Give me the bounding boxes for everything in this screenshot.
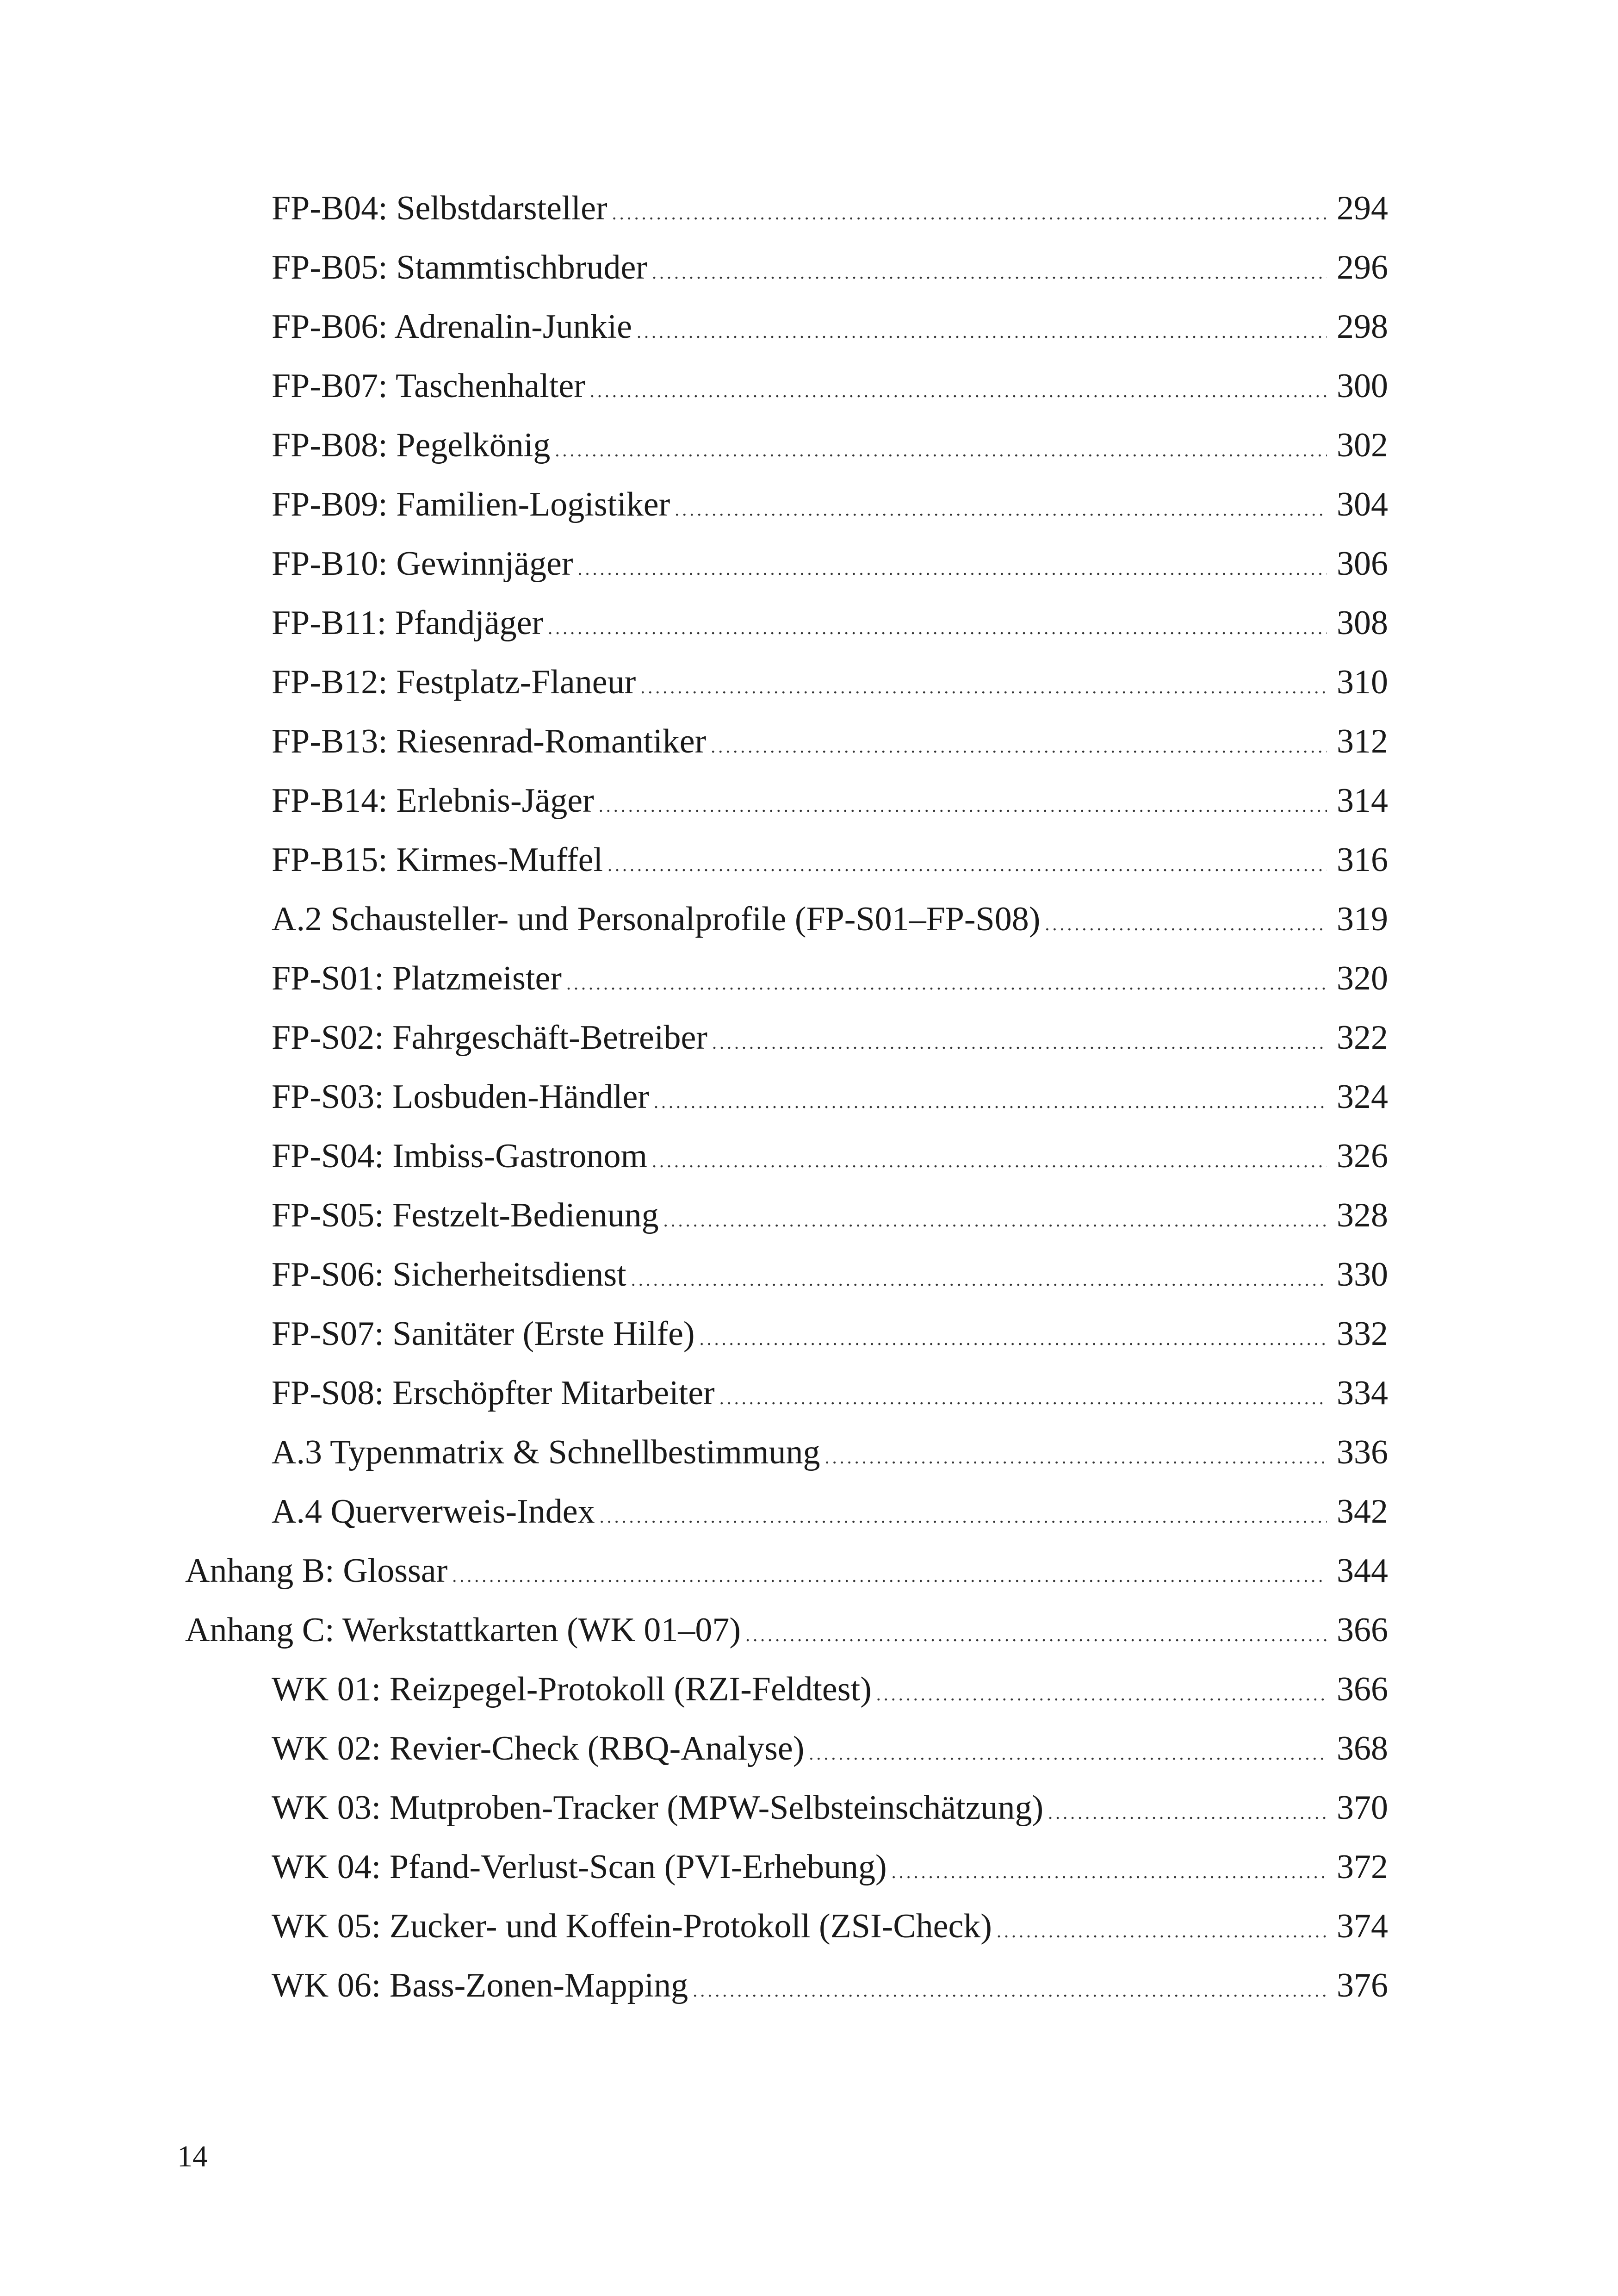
toc-entry-page: 372	[1337, 1848, 1388, 1886]
dot-leader	[809, 1723, 1327, 1779]
dot-leader	[640, 657, 1327, 713]
toc-entry[interactable]	[0, 1131, 1618, 1182]
toc-entry-page: 366	[1337, 1670, 1388, 1708]
dot-leader	[745, 1605, 1327, 1661]
toc-entry-title: FP-B13: Riesenrad-Romantiker	[272, 722, 707, 760]
toc-entry-page: 322	[1337, 1019, 1388, 1057]
dot-leader	[997, 1901, 1327, 1957]
toc-entry[interactable]	[0, 597, 1618, 648]
dot-leader	[612, 183, 1327, 239]
dot-leader	[548, 597, 1327, 653]
toc-entry-title: FP-S06: Sicherheitsdienst	[272, 1256, 626, 1294]
toc-entry-page: 302	[1337, 426, 1388, 464]
dot-leader	[693, 1960, 1327, 2016]
dot-leader	[1045, 894, 1327, 950]
toc-entry-title: FP-B15: Kirmes-Muffel	[272, 841, 603, 879]
toc-entry[interactable]	[0, 1782, 1618, 1833]
toc-entry[interactable]	[0, 183, 1618, 234]
toc-entry-title: WK 03: Mutproben-Tracker (MPW-Selbsteinschätzung)	[272, 1789, 1044, 1827]
toc-entry-title: WK 05: Zucker- und Koffein-Protokoll (ZSI-Check)	[272, 1907, 992, 1945]
toc-entry[interactable]	[0, 1664, 1618, 1715]
toc-entry[interactable]	[0, 1960, 1618, 2011]
toc-entry[interactable]	[0, 1545, 1618, 1596]
toc-entry[interactable]	[0, 420, 1618, 471]
toc-entry[interactable]	[0, 775, 1618, 826]
toc-entry-page: 326	[1337, 1137, 1388, 1175]
toc-entry-title: Anhang C: Werkstattkarten (WK 01–07)	[185, 1611, 741, 1649]
toc-entry-page: 304	[1337, 485, 1388, 523]
toc-entry-title: WK 04: Pfand-Verlust-Scan (PVI-Erhebung)	[272, 1848, 887, 1886]
toc-entry-title: FP-S03: Losbuden-Händler	[272, 1078, 649, 1116]
toc-entry[interactable]	[0, 1901, 1618, 1952]
toc-entry[interactable]	[0, 1012, 1618, 1063]
toc-entry-title: WK 02: Revier-Check (RBQ-Analyse)	[272, 1730, 805, 1767]
toc-entry-page: 294	[1337, 189, 1388, 227]
toc-entry-title: FP-S07: Sanitäter (Erste Hilfe)	[272, 1315, 695, 1353]
toc-entry[interactable]	[0, 361, 1618, 411]
toc-entry-title: A.2 Schausteller- und Personalprofile (FP-S01–FP-S08)	[272, 900, 1041, 938]
toc-entry-title: FP-B12: Festplatz-Flaneur	[272, 663, 636, 701]
toc-entry-title: FP-S05: Festzelt-Bedienung	[272, 1196, 659, 1234]
dot-leader	[663, 1190, 1327, 1246]
dot-leader	[652, 1131, 1327, 1187]
toc-entry-page: 300	[1337, 367, 1388, 405]
toc-entry[interactable]	[0, 1308, 1618, 1359]
dot-leader	[608, 834, 1327, 890]
toc-entry-page: 308	[1337, 604, 1388, 642]
toc-entry[interactable]	[0, 479, 1618, 530]
toc-entry-title: WK 06: Bass-Zonen-Mapping	[272, 1966, 688, 2004]
toc-entry-page: 370	[1337, 1789, 1388, 1827]
dot-leader	[452, 1545, 1327, 1601]
dot-leader	[876, 1664, 1327, 1720]
toc-entry[interactable]	[0, 1723, 1618, 1774]
toc-entry[interactable]	[0, 1190, 1618, 1241]
toc-entry[interactable]	[0, 657, 1618, 708]
dot-leader	[825, 1427, 1327, 1483]
toc-entry[interactable]	[0, 1071, 1618, 1122]
toc-entry[interactable]	[0, 301, 1618, 352]
toc-entry-page: 334	[1337, 1374, 1388, 1412]
toc-entry-page: 376	[1337, 1966, 1388, 2004]
toc-entry-page: 366	[1337, 1611, 1388, 1649]
toc-entry-title: FP-S02: Fahrgeschäft-Betreiber	[272, 1019, 707, 1057]
toc-entry-page: 319	[1337, 900, 1388, 938]
dot-leader	[631, 1249, 1327, 1305]
toc-entry-title: FP-B14: Erlebnis-Jäger	[272, 782, 594, 820]
dot-leader	[712, 1012, 1327, 1068]
toc-entry-page: 298	[1337, 308, 1388, 346]
dot-leader	[590, 361, 1327, 417]
toc-entry[interactable]	[0, 1842, 1618, 1892]
toc-entry[interactable]	[0, 1427, 1618, 1478]
toc-entry-page: 368	[1337, 1730, 1388, 1767]
toc-entry[interactable]	[0, 1605, 1618, 1655]
toc-entry-title: Anhang B: Glossar	[185, 1552, 448, 1590]
toc-entry-title: FP-B08: Pegelkönig	[272, 426, 551, 464]
toc-entry[interactable]	[0, 953, 1618, 1004]
toc-entry-page: 310	[1337, 663, 1388, 701]
toc-entry-title: A.3 Typenmatrix & Schnellbestimmung	[272, 1433, 820, 1471]
toc-entry-page: 328	[1337, 1196, 1388, 1234]
toc-entry[interactable]	[0, 1368, 1618, 1419]
toc-entry-title: FP-B06: Adrenalin-Junkie	[272, 308, 632, 346]
dot-leader	[600, 1486, 1327, 1542]
dot-leader	[599, 775, 1327, 831]
toc-entry[interactable]	[0, 834, 1618, 885]
toc-entry[interactable]	[0, 242, 1618, 293]
toc-entry-page: 320	[1337, 959, 1388, 997]
toc-entry-page: 336	[1337, 1433, 1388, 1471]
toc-entry[interactable]	[0, 716, 1618, 767]
toc-entry-title: FP-S01: Platzmeister	[272, 959, 562, 997]
dot-leader	[892, 1842, 1327, 1898]
dot-leader	[700, 1308, 1327, 1364]
toc-entry-page: 316	[1337, 841, 1388, 879]
toc-entry-title: FP-B07: Taschenhalter	[272, 367, 585, 405]
toc-entry[interactable]	[0, 1249, 1618, 1300]
toc-entry-title: FP-B04: Selbstdarsteller	[272, 189, 608, 227]
toc-entry-title: A.4 Querverweis-Index	[272, 1493, 595, 1531]
toc-entry-page: 374	[1337, 1907, 1388, 1945]
toc-entry-title: WK 01: Reizpegel-Protokoll (RZI-Feldtest)	[272, 1670, 872, 1708]
toc-entry[interactable]	[0, 1486, 1618, 1537]
toc-entry-page: 342	[1337, 1493, 1388, 1531]
dot-leader	[711, 716, 1327, 772]
toc-entry-title: FP-B11: Pfandjäger	[272, 604, 544, 642]
dot-leader	[719, 1368, 1327, 1424]
dot-leader	[555, 420, 1327, 476]
toc-entry-page: 332	[1337, 1315, 1388, 1353]
toc-entry-page: 312	[1337, 722, 1388, 760]
dot-leader	[652, 242, 1327, 298]
dot-leader	[578, 538, 1327, 594]
toc-entry-title: FP-B09: Familien-Logistiker	[272, 485, 670, 523]
toc-entry-title: FP-S08: Erschöpfter Mitarbeiter	[272, 1374, 715, 1412]
toc-entry-title: FP-S04: Imbiss-Gastronom	[272, 1137, 648, 1175]
dot-leader	[566, 953, 1327, 1009]
page-number: 14	[177, 2140, 208, 2173]
dot-leader	[637, 301, 1327, 357]
toc-entry[interactable]	[0, 538, 1618, 589]
toc-entry-page: 306	[1337, 545, 1388, 583]
toc-entry-page: 324	[1337, 1078, 1388, 1116]
toc-entry-page: 330	[1337, 1256, 1388, 1294]
dot-leader	[654, 1071, 1327, 1127]
dot-leader	[1048, 1782, 1327, 1838]
toc-entry-title: FP-B05: Stammtischbruder	[272, 249, 647, 286]
dot-leader	[675, 479, 1327, 535]
toc-entry-title: FP-B10: Gewinnjäger	[272, 545, 573, 583]
toc-entry[interactable]	[0, 894, 1618, 945]
toc-entry-page: 296	[1337, 249, 1388, 286]
toc-entry-page: 344	[1337, 1552, 1388, 1590]
toc-entry-page: 314	[1337, 782, 1388, 820]
